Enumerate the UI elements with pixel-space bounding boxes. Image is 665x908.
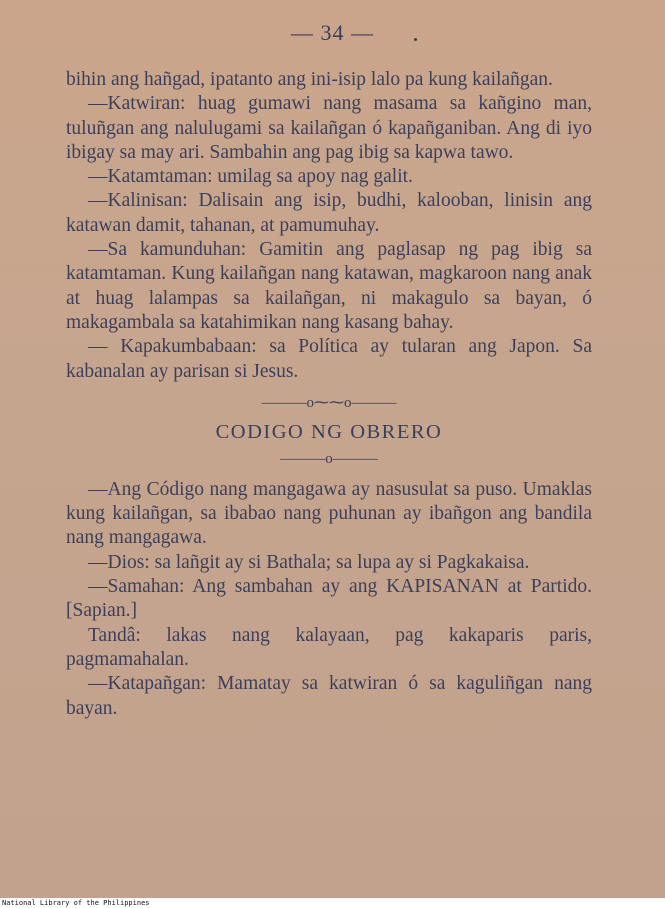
ornament-divider: ———o⁓⁓o——— bbox=[261, 394, 397, 411]
paragraph: —Samahan: Ang sambahan ay ang KAPISANAN at Partido. [Sapian.] bbox=[66, 576, 592, 622]
ink-speck bbox=[414, 38, 417, 41]
ornament-divider: ———o——— bbox=[280, 450, 378, 467]
paragraph: Tandâ: lakas nang kalayaan, pag kakaparis paris, pagmamahalan. bbox=[66, 624, 592, 670]
page-number: — 34 — bbox=[291, 20, 374, 45]
paragraph: — Kapakumbabaan: sa Política ay tularan ang Japon. Sa kabanalan ay parisan si Jesus. bbox=[66, 336, 592, 382]
paragraph: —Katwiran: huag gumawi nang masama sa kañgino man, tuluñgan ang nalulugami sa kailañgan ó kapañganiban. Ang di iyo ibigay sa may ari. Sambahin ang pag ibig sa kapwa tawo. bbox=[66, 93, 592, 163]
paragraph: —Sa kamunduhan: Gamitin ang paglasap ng pag ibig sa katamtaman. Kung kailañgan nang katawan, magkaroon nang anak at huag lalampas sa kailañgan, ni makagulo sa bayan, ó makagambala sa katahimikan nang kasang bahay. bbox=[66, 239, 592, 333]
paragraph: —Dios: sa lañgit ay si Bathala; sa lupa ay si Pagkakaisa. bbox=[88, 551, 530, 573]
paragraph: —Kalinisan: Dalisain ang isip, budhi, kalooban, linisin ang katawan damit, tahanan, at pamumuhay. bbox=[66, 190, 592, 236]
paragraph: —Katamtaman: umilag sa apoy nag galit. bbox=[88, 166, 413, 188]
page-text bbox=[66, 68, 592, 721]
paragraph: —Katapañgan: Mamatay sa katwiran ó sa kaguliñgan nang bayan. bbox=[66, 673, 592, 719]
footer-bar bbox=[0, 898, 665, 908]
paragraph: bihin ang hañgad, ipatanto ang ini-isip lalo pa kung kailañgan. bbox=[66, 69, 553, 90]
paragraph: —Ang Código nang mangagawa ay nasusulat sa puso. Umaklas kung kailañgan, sa ibabao nang puhunan ay ibañgon ang bandila nang mangagawa. bbox=[66, 478, 592, 549]
footer-credit: National Library of the Philippines bbox=[2, 899, 150, 907]
section-heading: CODIGO NG OBRERO bbox=[215, 420, 443, 443]
